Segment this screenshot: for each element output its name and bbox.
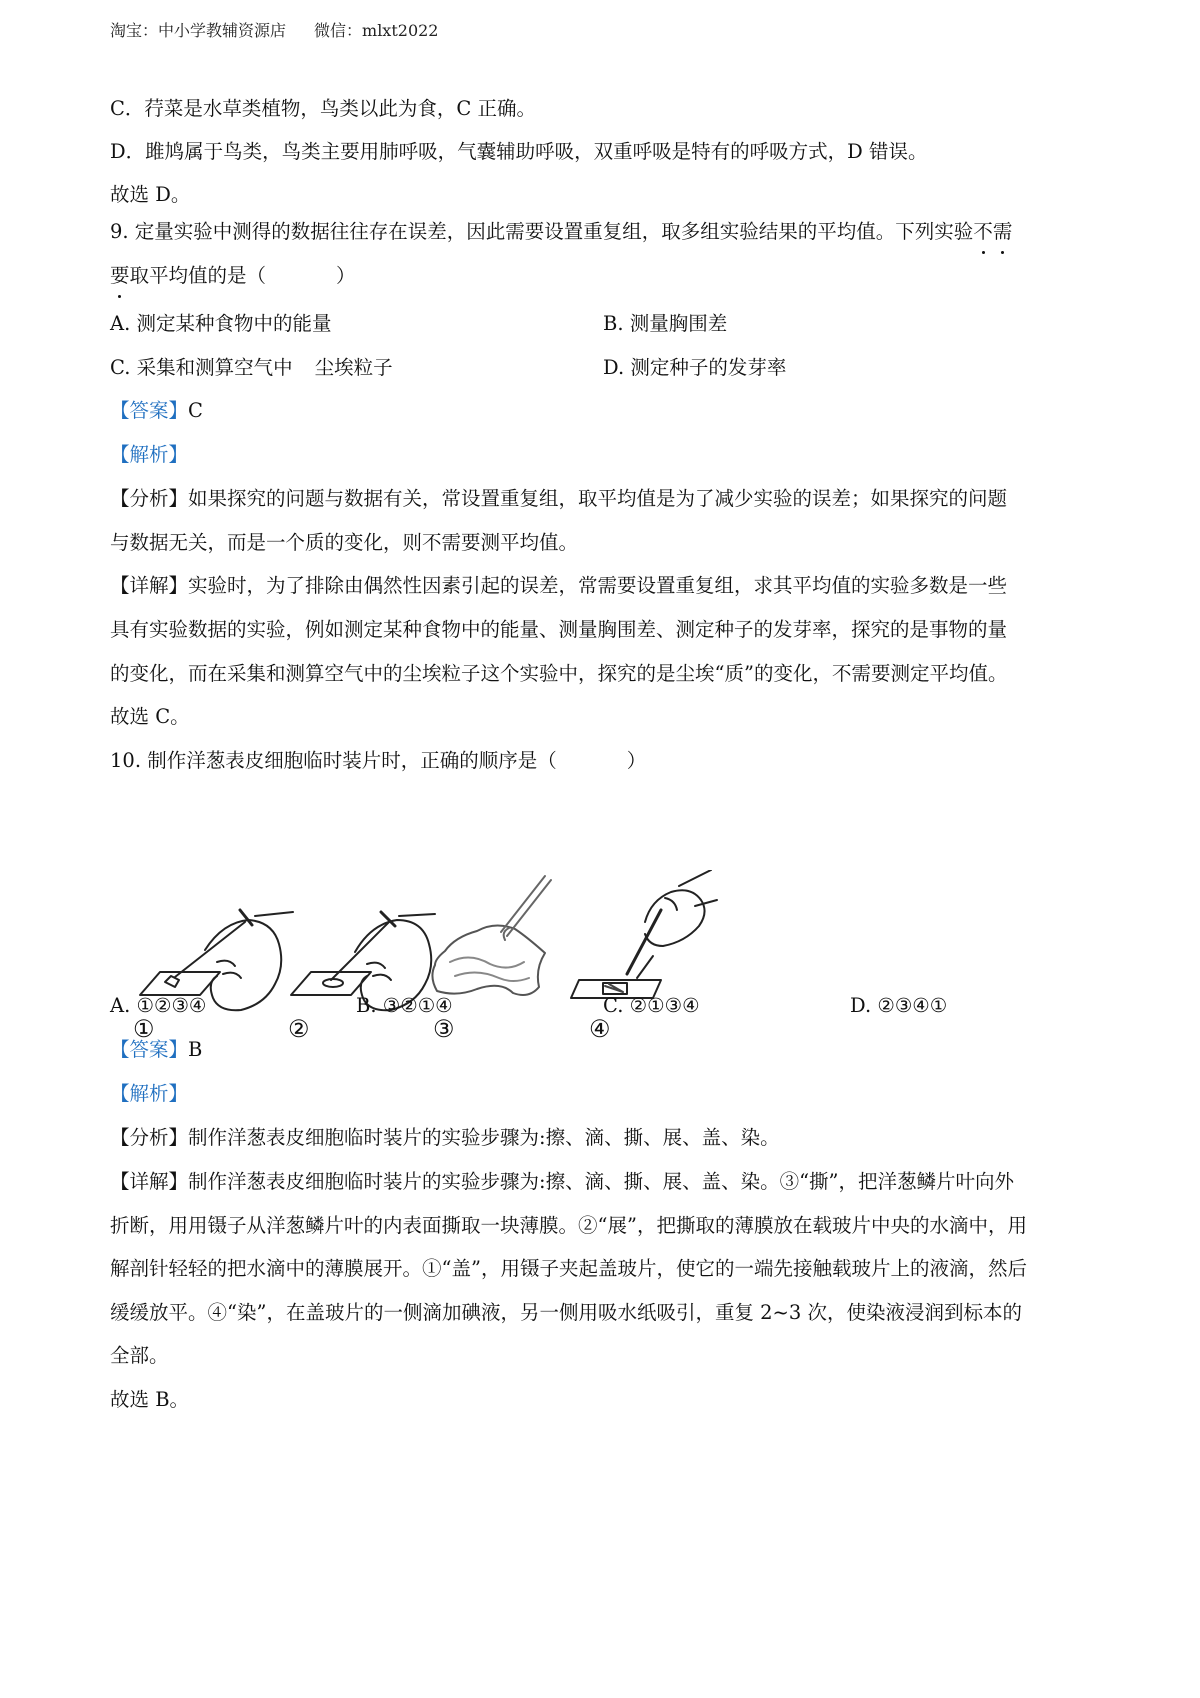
answer-value: B <box>188 1038 203 1061</box>
figure-label-4: ④ <box>589 1015 611 1043</box>
q9-fenxi-line1 <box>110 485 1007 513</box>
q10-choice: 故选 B。 <box>110 1388 190 1411</box>
q9-option-d: D. 测定种子的发芽率 <box>603 356 787 379</box>
q9-choice: 故选 C。 <box>110 705 190 728</box>
page-header <box>110 18 438 41</box>
prev-choice: 故选 D。 <box>110 183 191 206</box>
answer-value: C <box>188 399 203 422</box>
shop-label: 淘宝：中小学教辅资源店 <box>110 21 287 40</box>
q9-stem-text: 9. 定量实验中测得的数据往往存在误差，因此需要设置重复组，取多组实验结果的平均值。下列实验 <box>110 220 974 243</box>
q9-stem-line2 <box>110 262 356 290</box>
q10-option-b: B. ③②①④ <box>356 994 453 1017</box>
q10-xiangjie-line3: 解剖针轻轻的把水滴中的薄膜展开。①“盖”，用镊子夹起盖玻片，使它的一端先接触载玻片上的液滴，然后 <box>110 1257 1027 1280</box>
q10-stem <box>110 747 646 775</box>
prev-option-d-explanation: D．雎鸠属于鸟类，鸟类主要用肺呼吸，气囊辅助呼吸，双重呼吸是特有的呼吸方式，D 错误。 <box>110 140 928 163</box>
q9-stem-line1 <box>110 218 1012 246</box>
q9-xiangjie-line1 <box>110 572 1007 600</box>
q9-option-b: B. 测量胸围差 <box>603 312 728 335</box>
q10-xiangjie-line1 <box>110 1168 1014 1196</box>
q10-answer <box>110 1036 202 1064</box>
emphasis-char: 需 <box>993 218 1013 246</box>
q10-stem-close: ） <box>626 749 647 772</box>
step4-drawing <box>571 870 717 998</box>
xiangjie-text: 制作洋葱表皮细胞临时装片的实验步骤为:擦、滴、撕、展、盖、染。③“撕”，把洋葱鳞片叶向外 <box>188 1170 1015 1193</box>
q9-analysis-tag: 【解析】 <box>110 443 189 466</box>
figure-label-3: ③ <box>433 1015 455 1043</box>
q10-analysis-tag: 【解析】 <box>110 1082 189 1105</box>
answer-tag: 【答案】 <box>110 1038 189 1061</box>
q9-xiangjie-line2: 具有实验数据的实验，例如测定某种食物中的能量、测量胸围差、测定种子的发芽率，探究的是事物的量 <box>110 618 1008 641</box>
q10-fenxi <box>110 1124 780 1152</box>
step3-drawing <box>432 876 551 995</box>
q10-option-a: A. ①②③④ <box>110 994 207 1017</box>
q10-xiangjie-line5: 全部。 <box>110 1344 169 1367</box>
fenxi-tag: 【分析】 <box>110 1126 189 1149</box>
fenxi-text: 制作洋葱表皮细胞临时装片的实验步骤为:擦、滴、撕、展、盖、染。 <box>188 1126 780 1149</box>
q9-stem-text2: 取平均值的是（ <box>129 264 267 287</box>
q9-option-c <box>110 354 393 382</box>
q9-option-a: A. 测定某种食物中的能量 <box>110 312 332 335</box>
q9-option-c-text: C. 采集和测算空气中 <box>110 356 293 379</box>
q9-stem-close: ） <box>336 264 356 287</box>
q9-answer <box>110 397 203 425</box>
fenxi-text: 如果探究的问题与数据有关，常设置重复组，取平均值是为了减少实验的误差；如果探究的问题 <box>188 487 1008 510</box>
q10-option-c: C. ②①③④ <box>603 994 700 1017</box>
xiangjie-tag: 【详解】 <box>110 1170 189 1193</box>
emphasis-char: 要 <box>110 262 130 290</box>
q9-xiangjie-line3: 的变化，而在采集和测算空气中的尘埃粒子这个实验中，探究的是尘埃“质”的变化，不需要测定平均值。 <box>110 662 1008 685</box>
q10-xiangjie-line4: 缓缓放平。④“染”，在盖玻片的一侧滴加碘液，另一侧用吸水纸吸引，重复 2~3 次，使染液浸润到标本的 <box>110 1301 1022 1324</box>
answer-tag: 【答案】 <box>110 399 189 422</box>
q9-option-c-text2: 尘埃粒子 <box>314 356 393 379</box>
prev-option-c-explanation: C．荇菜是水草类植物，鸟类以此为食，C 正确。 <box>110 97 537 120</box>
wechat-label: 微信：mlxt2022 <box>314 21 439 40</box>
fenxi-tag: 【分析】 <box>110 487 189 510</box>
q10-option-d: D. ②③④① <box>850 994 948 1017</box>
q9-fenxi-line2: 与数据无关，而是一个质的变化，则不需要测平均值。 <box>110 531 579 554</box>
q10-stem-text: 10. 制作洋葱表皮细胞临时装片时，正确的顺序是（ <box>110 749 557 772</box>
slide-preparation-figure <box>105 870 805 1060</box>
emphasis-char: 不 <box>973 218 993 246</box>
xiangjie-text: 实验时，为了排除由偶然性因素引起的误差，常需要设置重复组，求其平均值的实验多数是一些 <box>188 574 1008 597</box>
figure-label-2: ② <box>288 1015 310 1043</box>
xiangjie-tag: 【详解】 <box>110 574 189 597</box>
q10-xiangjie-line2: 折断，用用镊子从洋葱鳞片叶的内表面撕取一块薄膜。②“展”，把撕取的薄膜放在载玻片中央的水滴中，用 <box>110 1214 1027 1237</box>
figure-label-1: ① <box>133 1015 155 1043</box>
